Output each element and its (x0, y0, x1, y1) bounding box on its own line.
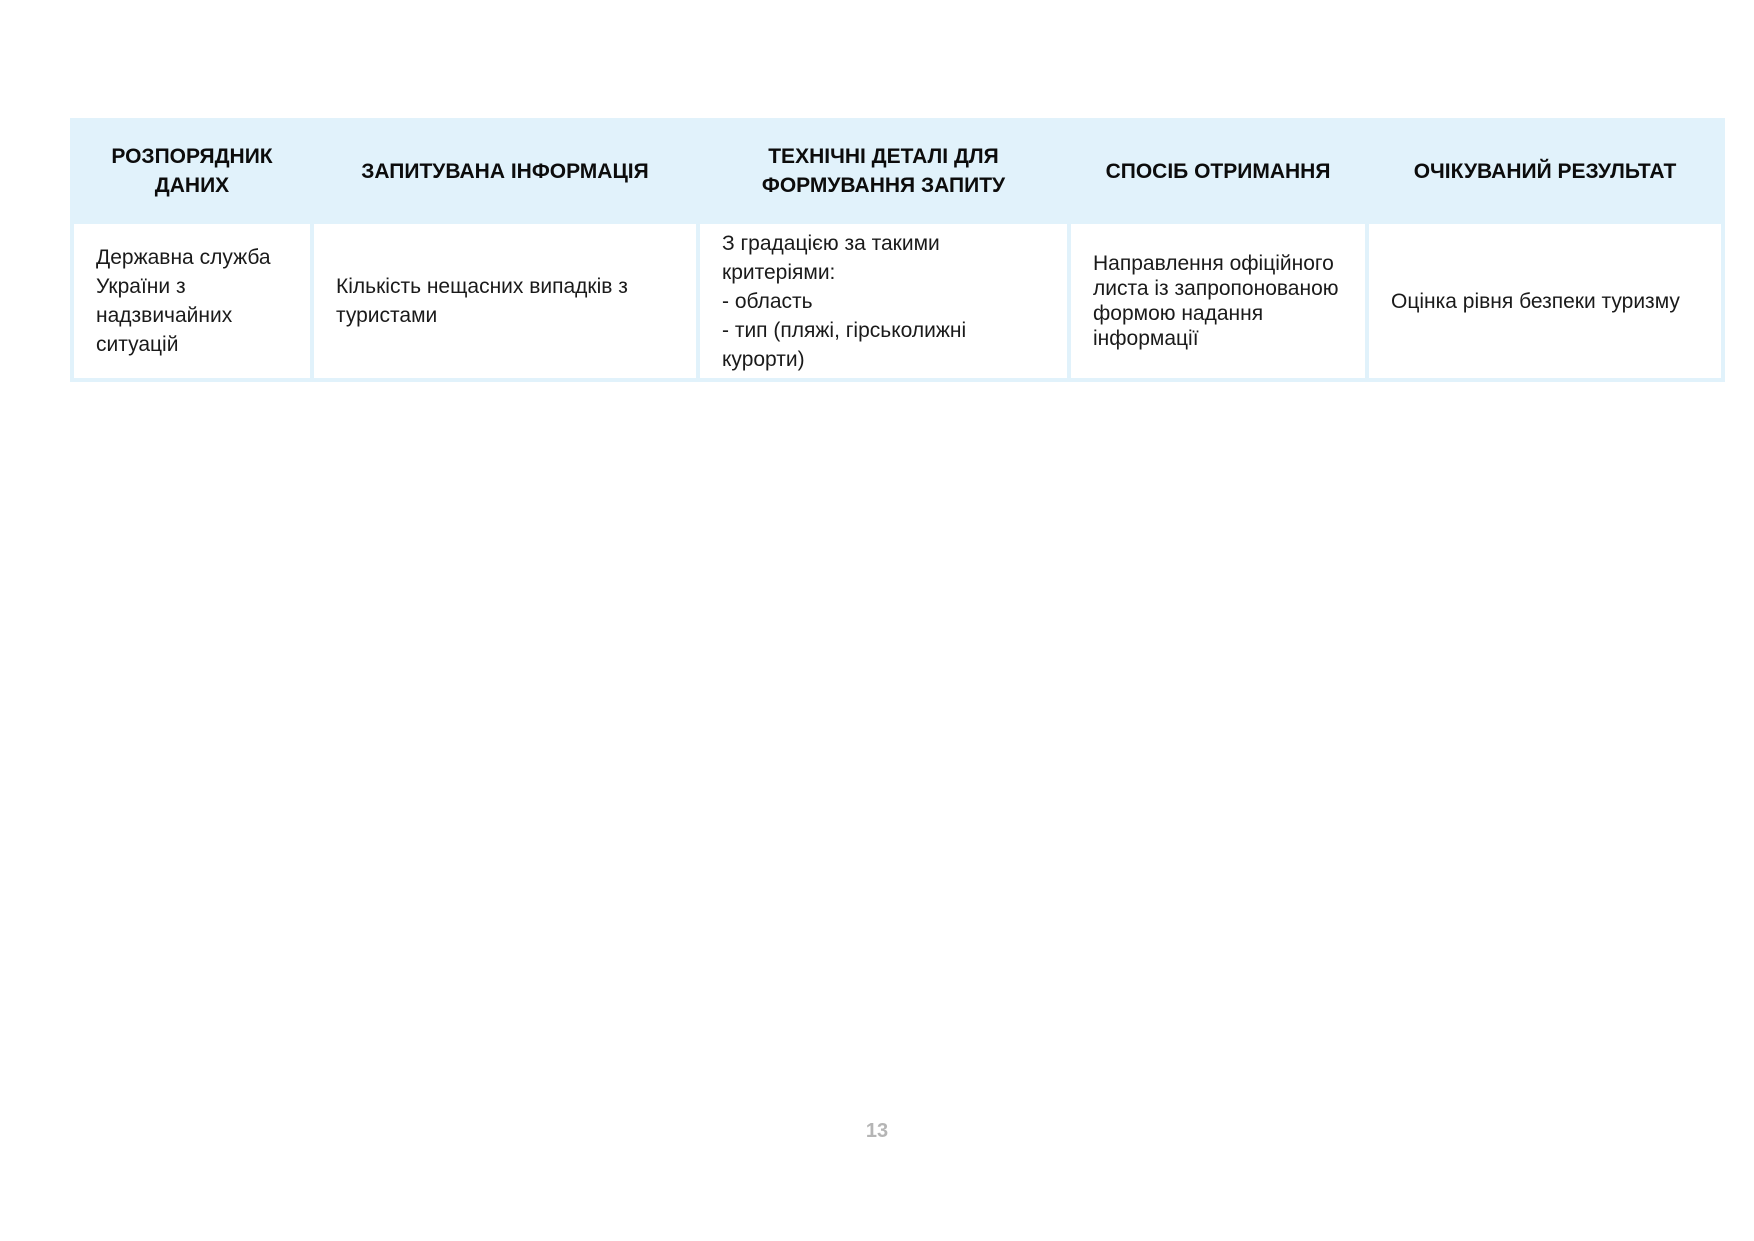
technical-details-line: З градацією за такими критеріями: (722, 231, 940, 284)
cell-requested-info: Кількість нещасних випадків з туристами (314, 224, 696, 378)
header-technical-details: ТЕХНІЧНІ ДЕТАЛІ ДЛЯ ФОРМУВАННЯ ЗАПИТУ (700, 122, 1067, 220)
cell-expected-result: Оцінка рівня безпеки туризму (1369, 224, 1721, 378)
header-data-owner: РОЗПОРЯДНИК ДАНИХ (74, 122, 310, 220)
table-header-row (74, 122, 1721, 220)
table-row (74, 224, 1721, 378)
technical-details-line: - тип (пляжі, гірськолижні курорти) (722, 318, 967, 371)
cell-method: Направлення офіційного листа із запропонованою формою надання інформації (1071, 224, 1365, 378)
page-number: 13 (865, 1120, 889, 1142)
cell-technical-details (700, 224, 1067, 378)
cell-data-owner: Державна служба України з надзвичайних ситуацій (74, 224, 310, 378)
header-requested-info: ЗАПИТУВАНА ІНФОРМАЦІЯ (314, 122, 696, 220)
data-request-table (70, 118, 1725, 382)
header-method: СПОСІБ ОТРИМАННЯ (1071, 122, 1365, 220)
technical-details-line: - область (722, 289, 813, 313)
header-expected-result: ОЧІКУВАНИЙ РЕЗУЛЬТАТ (1369, 122, 1721, 220)
